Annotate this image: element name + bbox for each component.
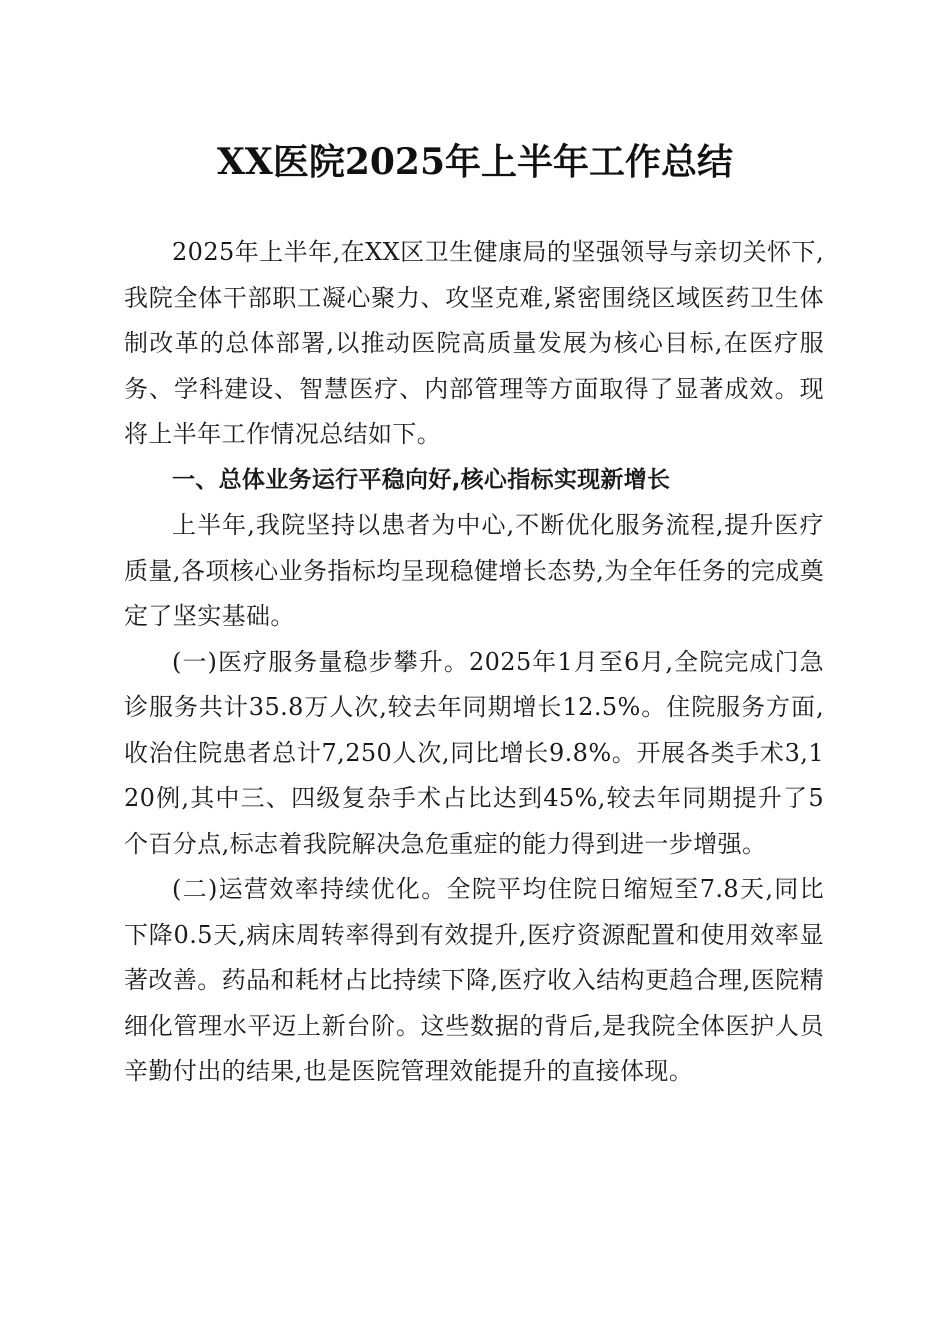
document-body	[124, 230, 824, 1095]
subsection-lead: (二)运营效率持续优化。	[172, 875, 447, 903]
subsection-paragraph-1	[124, 640, 824, 868]
subsection-paragraph-2	[124, 867, 824, 1095]
document-title: XX医院2025年上半年工作总结	[216, 141, 734, 183]
heading-text: 一、总体业务运行平稳向好,核心指标实现新增长	[172, 466, 671, 493]
subsection-lead: (一)医疗服务量稳步攀升。	[172, 647, 469, 676]
paragraph-text: 全院平均住院日缩短至7.8天,同比下降0.5天,病床周转率得到有效提升,医疗资源配置和使用效率显著改善。药品和耗材占比持续下降,医疗收入结构更趋合理,医院精细化管理水平迈上新台阶。这些数据的背后,是我院全体医护人员辛勤付出的结果,也是医院管理效能提升的直接体现。	[124, 875, 824, 1085]
paragraph-text: 2025年1月至6月,全院完成门急诊服务共计35.8万人次,较去年同期增长12.5%。住院服务方面,收治住院患者总计7,250人次,同比增长9.8%。开展各类手术3,120例,其中三、四级复杂手术占比达到45%,较去年同期提升了5个百分点,标志着我院解决急危重症的能力得到进一步增强。	[124, 647, 824, 858]
intro-paragraph	[124, 230, 824, 458]
paragraph-text: 2025年上半年,在XX区卫生健康局的坚强领导与亲切关怀下,我院全体干部职工凝心聚力、攻坚克难,紧密围绕区域医药卫生体制改革的总体部署,以推动医院高质量发展为核心目标,在医疗服务、学科建设、智慧医疗、内部管理等方面取得了显著成效。现将上半年工作情况总结如下。	[124, 238, 824, 448]
section-heading	[124, 458, 824, 504]
section-intro-paragraph	[124, 503, 824, 640]
paragraph-text: 上半年,我院坚持以患者为中心,不断优化服务流程,提升医疗质量,各项核心业务指标均呈现稳健增长态势,为全年任务的完成奠定了坚实基础。	[124, 511, 824, 630]
